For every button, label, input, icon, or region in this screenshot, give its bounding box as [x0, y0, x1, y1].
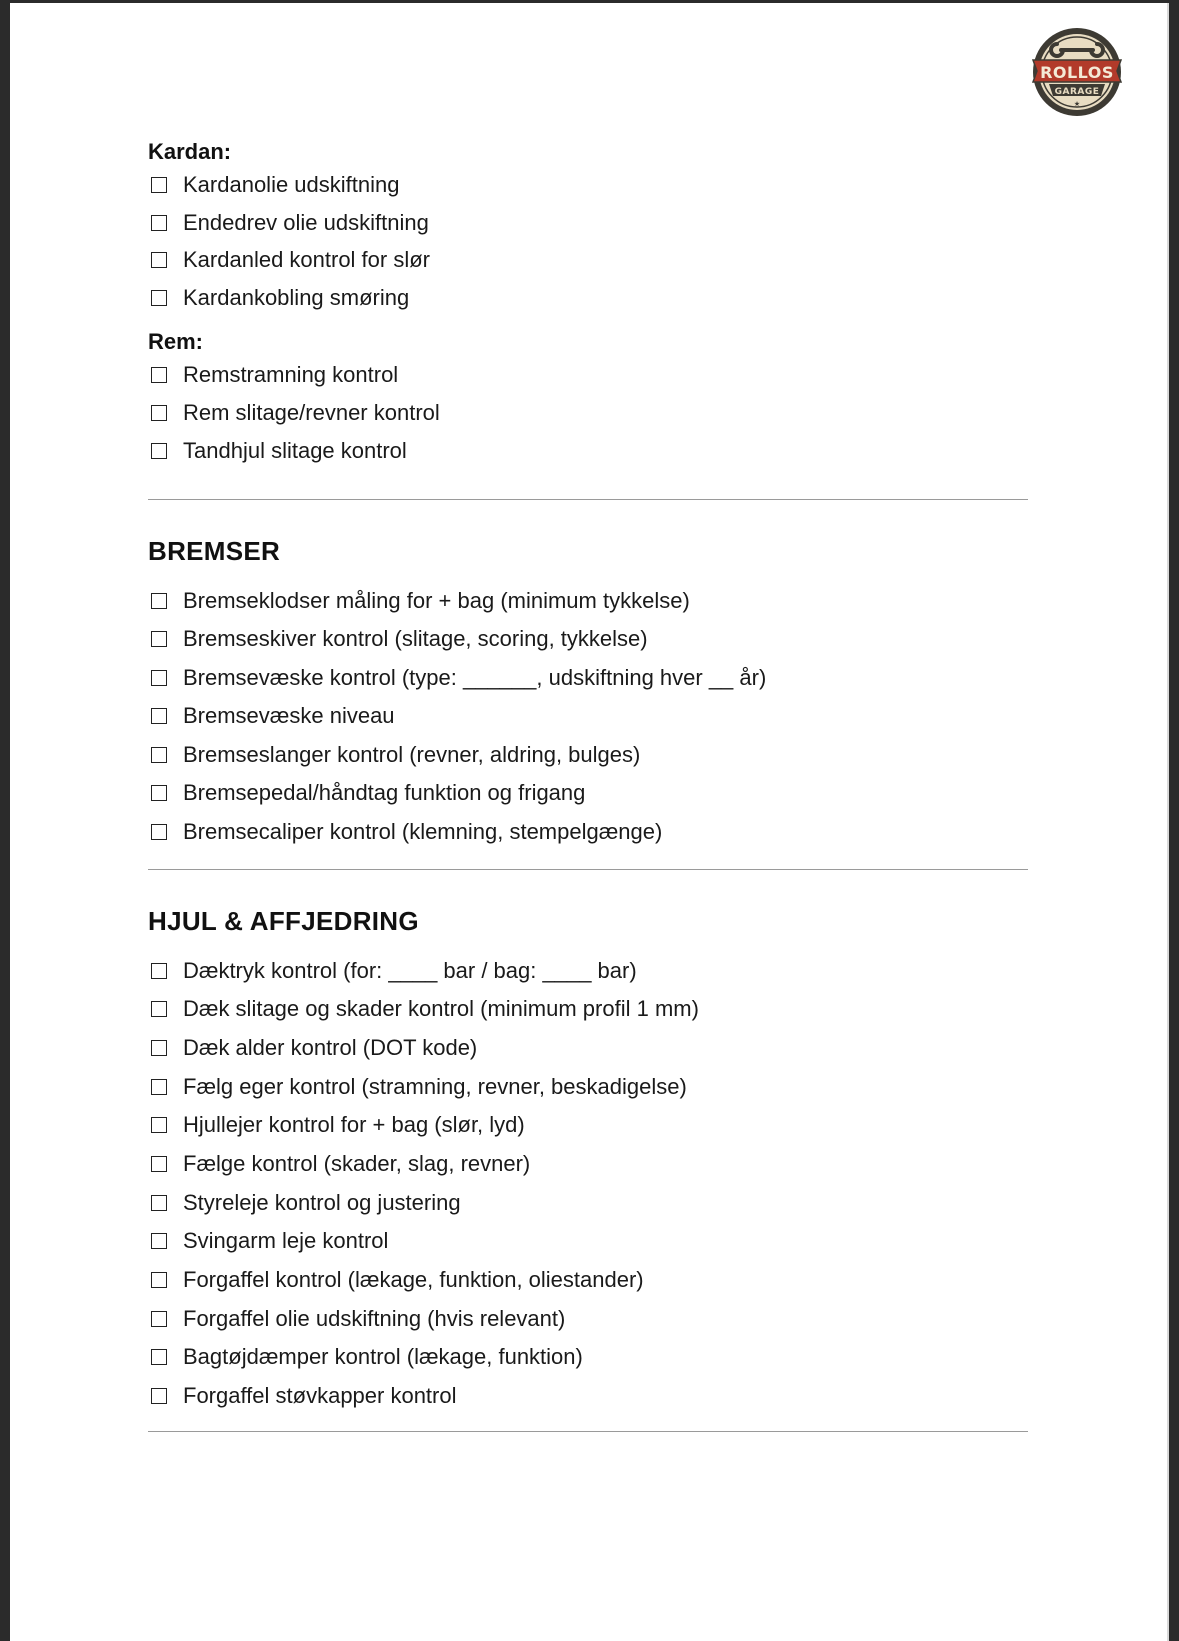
checklist-item-label: Dæk slitage og skader kontrol (minimum profil 1 mm) — [183, 996, 699, 1021]
checkbox[interactable] — [151, 405, 167, 421]
section-divider — [148, 869, 1028, 870]
checklist-item[interactable] — [148, 1265, 644, 1295]
checkbox[interactable] — [151, 785, 167, 801]
checklist-item-label: Dæktryk kontrol (for: ____ bar / bag: ____ bar) — [183, 958, 637, 983]
logo-sub-text: GARAGE — [1054, 87, 1100, 97]
checkbox[interactable] — [151, 177, 167, 193]
checkbox[interactable] — [151, 963, 167, 979]
checklist-item-label: Bremsevæske niveau — [183, 703, 395, 728]
checklist-item-label: Styreleje kontrol og justering — [183, 1190, 461, 1215]
section-kardan-title: Kardan: — [148, 139, 232, 164]
checklist-item-label: Forgaffel støvkapper kontrol — [183, 1383, 457, 1408]
checklist-item[interactable] — [148, 360, 398, 390]
checkbox[interactable] — [151, 593, 167, 609]
checklist-item-label: Bremseskiver kontrol (slitage, scoring, tykkelse) — [183, 626, 648, 651]
checklist-item-label: Bremsecaliper kontrol (klemning, stempelgænge) — [183, 819, 663, 844]
checklist-item-label: Bremsepedal/håndtag funktion og frigang — [183, 780, 586, 805]
checklist-item-label: Endedrev olie udskiftning — [183, 210, 429, 235]
checklist-item[interactable] — [148, 994, 699, 1024]
checkbox[interactable] — [151, 824, 167, 840]
checkbox[interactable] — [151, 1311, 167, 1327]
checkbox[interactable] — [151, 1117, 167, 1133]
checklist-item[interactable] — [148, 1304, 565, 1334]
checklist-item[interactable] — [148, 1110, 525, 1140]
checkbox[interactable] — [151, 1040, 167, 1056]
checklist-item-label: Bremsevæske kontrol (type: ______, udskiftning hver __ år) — [183, 665, 767, 690]
checkbox[interactable] — [151, 708, 167, 724]
checkbox[interactable] — [151, 747, 167, 763]
section-rem-title: Rem: — [148, 329, 204, 354]
checklist-item-label: Forgaffel olie udskiftning (hvis relevant) — [183, 1306, 566, 1331]
checklist-item-label: Tandhjul slitage kontrol — [183, 438, 407, 463]
checklist-item[interactable] — [148, 170, 399, 200]
checkbox[interactable] — [151, 631, 167, 647]
checklist-item[interactable] — [148, 701, 395, 731]
checklist-item-label: Rem slitage/revner kontrol — [183, 400, 440, 425]
checklist-item[interactable] — [148, 624, 648, 654]
checklist-item-label: Bremseklodser måling for + bag (minimum tykkelse) — [183, 588, 690, 613]
checkbox[interactable] — [151, 1079, 167, 1095]
checklist-item[interactable] — [148, 1226, 388, 1256]
checkbox[interactable] — [151, 1195, 167, 1211]
checkbox[interactable] — [151, 215, 167, 231]
checklist-item[interactable] — [148, 1033, 477, 1063]
checkbox[interactable] — [151, 367, 167, 383]
checklist-item-label: Forgaffel kontrol (lækage, funktion, oliestander) — [183, 1267, 644, 1292]
checklist-item[interactable] — [148, 1381, 457, 1411]
section-divider — [148, 499, 1028, 500]
checkbox[interactable] — [151, 1272, 167, 1288]
checklist-item-label: Fælge kontrol (skader, slag, revner) — [183, 1151, 531, 1176]
checkbox[interactable] — [151, 290, 167, 306]
checkbox[interactable] — [151, 1001, 167, 1017]
checklist-item[interactable] — [148, 586, 690, 616]
checkbox[interactable] — [151, 252, 167, 268]
checkbox[interactable] — [151, 1388, 167, 1404]
checklist-item[interactable] — [148, 1149, 530, 1179]
checklist-item-label: Remstramning kontrol — [183, 362, 399, 387]
checklist-item[interactable] — [148, 1342, 583, 1372]
section-hjul-title: HJUL & AFFJEDRING — [148, 906, 419, 936]
section-bremser-title: BREMSER — [148, 536, 281, 566]
checkbox[interactable] — [151, 670, 167, 686]
star-icon: ★ — [1073, 101, 1081, 108]
checklist-item[interactable] — [148, 778, 585, 808]
checklist-item[interactable] — [148, 245, 430, 275]
checklist-item[interactable] — [148, 436, 407, 466]
checklist-item-label: Dæk alder kontrol (DOT kode) — [183, 1035, 478, 1060]
checklist-item-label: Fælg eger kontrol (stramning, revner, beskadigelse) — [183, 1074, 687, 1099]
logo-brand-text: ROLLOS — [1040, 63, 1114, 82]
page-edge — [1167, 3, 1169, 1641]
checkbox[interactable] — [151, 443, 167, 459]
checklist-item-label: Bagtøjdæmper kontrol (lækage, funktion) — [183, 1344, 583, 1369]
checkbox[interactable] — [151, 1233, 167, 1249]
checklist-item[interactable] — [148, 663, 766, 693]
checklist-item[interactable] — [148, 817, 662, 847]
checklist-item[interactable] — [148, 956, 637, 986]
checklist-item-label: Bremseslanger kontrol (revner, aldring, bulges) — [183, 742, 641, 767]
checklist-item[interactable] — [148, 283, 409, 313]
document-page — [10, 3, 1169, 1641]
checklist-item[interactable] — [148, 740, 640, 770]
checklist-item[interactable] — [148, 1072, 687, 1102]
checklist-item[interactable] — [148, 208, 429, 238]
checklist-item[interactable] — [148, 1188, 461, 1218]
checklist-item[interactable] — [148, 398, 440, 428]
checklist-item-label: Kardanled kontrol for slør — [183, 247, 430, 272]
checkbox[interactable] — [151, 1349, 167, 1365]
checklist-item-label: Hjullejer kontrol for + bag (slør, lyd) — [183, 1112, 525, 1137]
rollos-garage-logo — [1027, 26, 1127, 118]
section-divider — [148, 1431, 1028, 1432]
checklist-item-label: Kardanolie udskiftning — [183, 172, 400, 197]
checklist-item-label: Svingarm leje kontrol — [183, 1228, 389, 1253]
checkbox[interactable] — [151, 1156, 167, 1172]
checklist-item-label: Kardankobling smøring — [183, 285, 410, 310]
